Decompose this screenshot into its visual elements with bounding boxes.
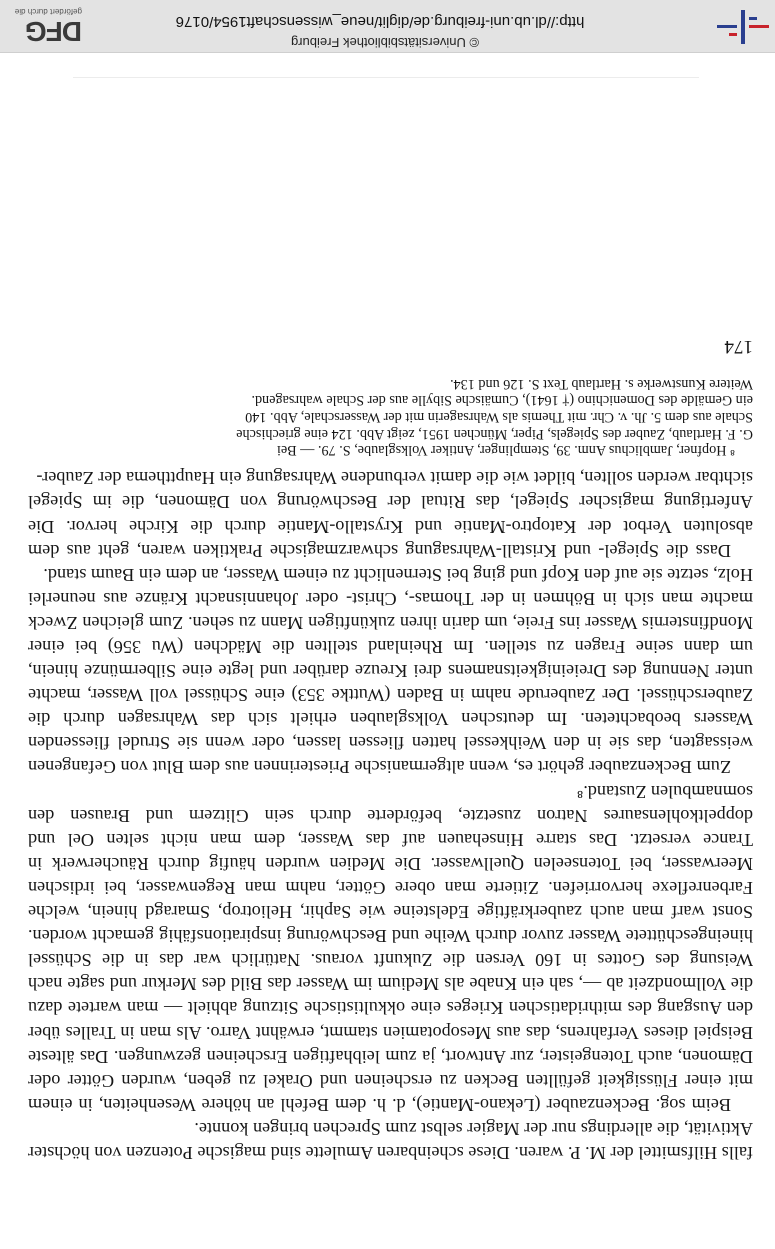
page-number: 174 xyxy=(724,336,753,358)
page-content xyxy=(28,335,753,1165)
dfg-logo[interactable] xyxy=(2,7,82,46)
paragraph-altgermanisch: Zum Beckenzauber gehört es, wenn altgermanische Priesterinnen aus dem Blut von Gefangenen weissagten, das sie in den Weihkessel hatten fliessen lassen, oder wenn sie Strudel fliessenden Wassers beobachteten. Im deutschen Volksglauben erhielt sich das Wahrsagen durch die Zauberschüssel. Der Zauberude nahm in Baden (Wuttke 353) eine Schüssel voll Wasser, machte unter Nennung des Dreieinigkeitsnamens drei Kreuze darüber und legte eine Silbermünze hinein, um dann seine Fragen zu stellen. Im Rheinland stellten die Mädchen (Wu 356) bei einer Mondfinsternis Wasser ins Freie, um darin ihren zukünftigen Mann zu sehen. Zum gleichen Zweck machte man sich in Böhmen in der Thomas-, Christ- oder Johannisnacht Kränze aus neunerlei Holz, setzte sie auf den Kopf und ging bei Sternenlicht zu einem Wasser, an dem ein Baum stand. xyxy=(28,564,753,778)
footnote-line: Weitere Kunstwerke s. Hartlaub Text S. 126 und 134. xyxy=(450,375,753,392)
dfg-logo-subtitle: gefördert durch die xyxy=(14,7,82,16)
divider xyxy=(73,77,699,78)
ub-freiburg-logo[interactable] xyxy=(717,8,769,44)
dfg-logo-text: DFG xyxy=(25,16,82,47)
viewer-header-bar xyxy=(0,0,775,53)
footnote-line: ein Gemälde des Domenichino († 1641), Cumäische Sibylle aus der Schale wahrsagend. xyxy=(251,392,753,409)
footnote-line: ⁸ Hopfner, Jamblichus Anm. 39, Stemplinger, Antiker Volksglaube, S. 79. — Bei xyxy=(276,442,735,459)
paragraph-beckenzauber: Beim sog. Beckenzauber (Lekano-Mantie), d. h. dem Befehl an höhere Wesenheiten, in einem mit einer Flüssigkeit gefüllten Becken zu erscheinen und Orakel zu geben, wurden Götter oder Dämonen, auch Totengeister, zur Antwort, ja zum leibhaftigen Erscheinen gezwungen. Das älteste Beispiel dieses Verfahrens, das aus Mesopotamien stammt, erwähnt Varro. Als man in Tralles über den Ausgang des mithridatischen Krieges eine okkultistische Sitzung abhielt — man wartete dazu die Vollmondzeit ab —, sah ein Knabe als Medium im Wasser das Bild des Merkur und sagte nach Weisung des Gottes in 160 Versen die Zukunft voraus. Natürlich war das in die Schüssel hineingeschüttete Wasser zuvor durch Weihe und Beschwörung inspirationsfähig gemacht worden. Sonst warf man auch zauberkräftige Edelsteine wie Saphir, Heliotrop, Smaragd hinein, welche Farbenreflexe hervorriefen. Zitierte man obere Götter, nahm man Regenwasser, bei irdischen Meerwasser, bei Totenseelen Quellwasser. Die Medien wurden häufig durch Räucherwerk in Trance versetzt. Das starre Hinsehauen auf das Wasser, dem man nicht selten Oel und doppeltkohlensaures Natron zusetzte, beförderte durch sein Glitzern und Brausen den somnambulen Zustand.⁸ xyxy=(28,781,753,1115)
copyright-text: © Universitätsbibliothek Freiburg xyxy=(290,35,480,50)
footnote-line: G. F. Hartlaub, Zauber des Spiegels, Piper, München 1951, zeigt Abb. 124 eine griechische xyxy=(236,425,753,442)
permalink-url[interactable]: http://dl.ub.uni-freiburg.de/diglit/neue_wissenschaft1954/0176 xyxy=(175,13,585,30)
footnote-line: Schale aus dem 5. Jh. v. Chr. mit Themis als Wahrsagerin mit der Wasserschale, Abb. 140 xyxy=(245,409,753,426)
paragraph-spiegel: Dass die Spiegel- und Kristall-Wahrsagung schwarzmagische Praktiken waren, geht aus dem absoluten Verbot der Katoptro-Mantie und Krystallo-Mantie durch die Kirche hervor. Die Anfertigung magischer Spiegel, das Ritual der Beschwörung von Dämonen, die im Spiegel sichtbar werden sollten, bildet wie die damit verbundene Wahrsagung ein Hauptthema der Zauber- xyxy=(28,468,753,561)
paragraph-continuation: falls Hilfsmittel der M. P. waren. Diese scheinbaren Amulette sind magische Potenzen von höchster Aktivität, die allerdings nur der Magier selbst zum Sprechen bringen konnte. xyxy=(28,1118,753,1163)
